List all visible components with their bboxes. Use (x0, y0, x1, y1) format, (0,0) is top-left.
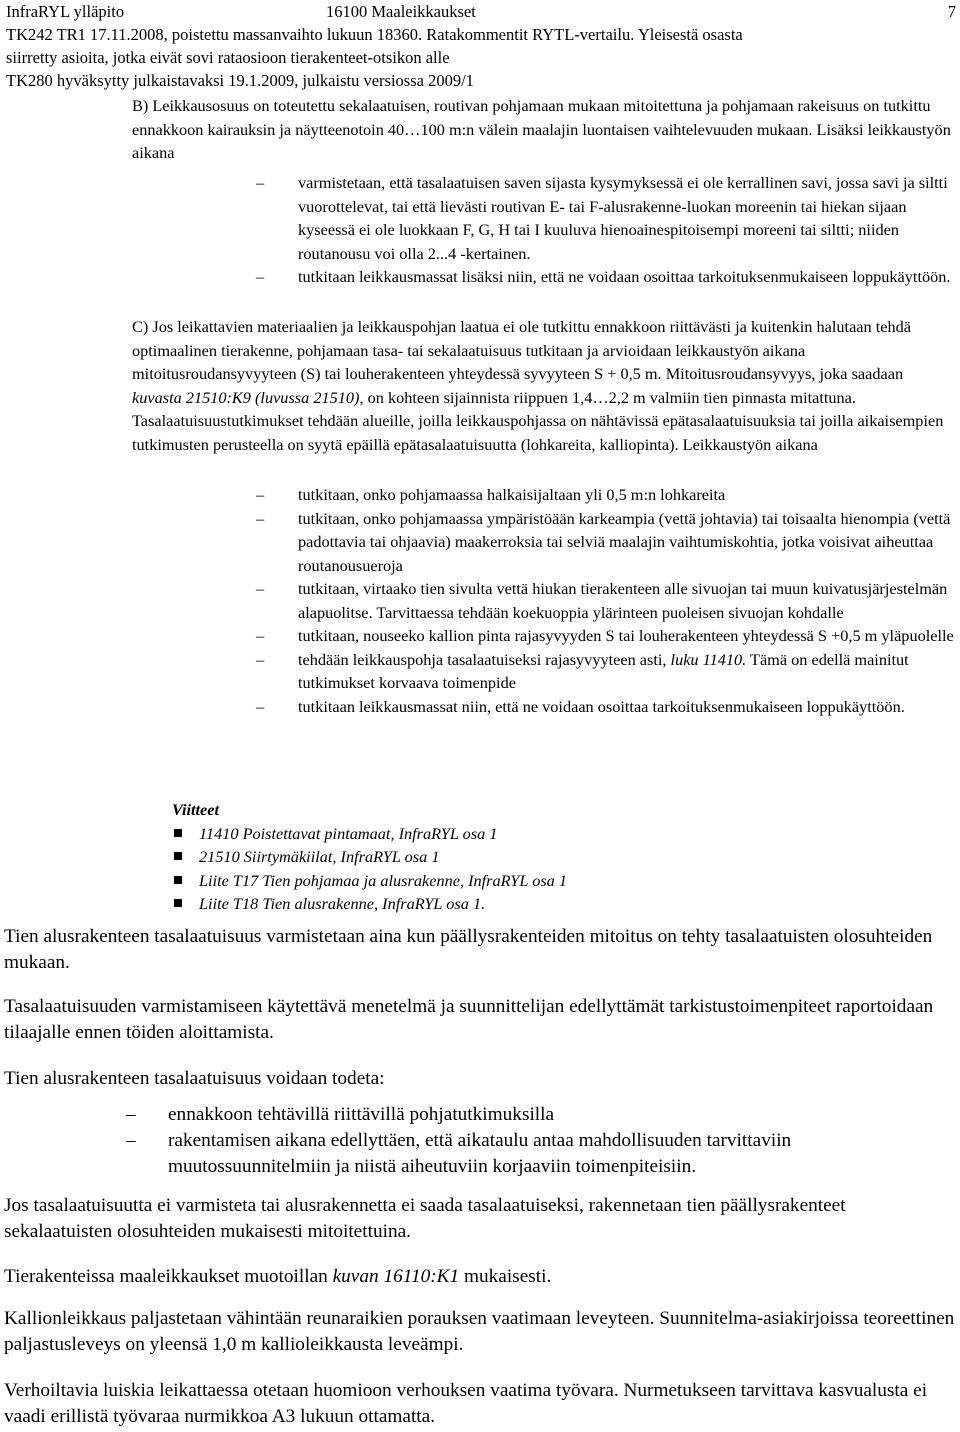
list-item: – ennakkoon tehtävillä riittävillä pohjatutkimuksilla (126, 1102, 958, 1128)
list-item: – tehdään leikkauspohja tasalaatuiseksi rajasyvyyteen asti, luku 11410. Tämä on edellä mainitut tutkimukset korvaava toimenpide (256, 649, 909, 692)
reference-item: 11410 Poistettavat pintamaat, InfraRYL osa 1 (172, 822, 567, 846)
list-item: – tutkitaan, virtaako tien sivulta vettä hiukan tierakenteen alle sivuojan tai muun kuivatusjärjestelmän alapuolitse. Tarvittaessa tehdään koekuoppia ylärinteen puoleisen sivuojan kohdalle (256, 579, 948, 622)
body-paragraph-6: Kallionleikkaus paljastetaan vähintään reunaraikien porauksen vaatimaan leveyteen. Suunnitelma-asiakirjoissa teoreettinen paljastusleveys on yleensä 1,0 m kallioleikkausta leveämpi. (4, 1308, 955, 1355)
list-item: – tutkitaan, nouseeko kallion pinta rajasyvyyden S tai louherakenteen yhteydessä S +0,5 m yläpuolelle (256, 624, 956, 648)
dash-bullet: – (256, 508, 265, 528)
body-paragraph-5: Tierakenteissa maaleikkaukset muotoillan kuvan 16110:K1 mukaisesti. (4, 1266, 552, 1287)
header-section-title: 16100 Maaleikkaukset (326, 2, 476, 21)
reference-item: Liite T18 Tien alusrakenne, InfraRYL osa 1. (172, 892, 567, 916)
dash-bullet: – (256, 579, 265, 598)
square-bullet-icon (174, 876, 182, 884)
list-item: – tutkitaan, onko pohjamaassa halkaisijaltaan yli 0,5 m:n lohkareita (256, 483, 956, 507)
list-item: – tutkitaan leikkausmassat lisäksi niin, että ne voidaan osoittaa tarkoituksenmukaiseen loppukäyttöön. (256, 265, 956, 289)
dash-bullet: – (256, 173, 265, 192)
dash-bullet: – (126, 1130, 136, 1151)
page-header (6, 0, 956, 92)
header-doc-title: InfraRYL ylläpito (6, 2, 125, 21)
list-item: – varmistetaan, että tasalaatuisen saven sijasta kysymyksessä ei ole kerrallinen savi, jossa savi ja siltti vuorottelevat, tai että lievästi routivan E- tai F-alusrakenne-luokan moreenin tai hiekan sijaan kyseessä ei ole luokkaan F, G, H tai I kuuluva hienoainespitoisempi moreeni tai siltti; niiden routanousu voi olla 2...4 -kertainen. (256, 173, 948, 263)
square-bullet-icon (174, 852, 182, 860)
figure-reference: kuvan 16110:K1 (332, 1266, 460, 1287)
body-list (126, 1102, 958, 1180)
list-item: – rakentamisen aikana edellyttäen, että aikataulu antaa mahdollisuuden tarvittaviin muutossuunnitelmiin ja niistä aiheutuviin korjaaviin toimenpiteisiin. (126, 1130, 792, 1177)
header-revision-line-2: siirretty asioita, jotka eivät sovi rataosioon tierakenteet-otsikon alle (6, 48, 450, 67)
body-paragraph-7: Verhoiltavia luiskia leikattaessa otetaan huomioon verhouksen vaatima työvara. Nurmetukseen tarvittava kasvualusta ei vaadi erillistä työvaraa nurmikkoa A3 lukuun ottamatta. (4, 1380, 928, 1427)
body-paragraph-4: Jos tasalaatuisuutta ei varmisteta tai alusrakennetta ei saada tasalaatuiseksi, rakennetaan tien päällysrakenteet sekalaatuisten olosuhteiden mukaisesti mitoitettuina. (4, 1195, 846, 1242)
reference-item: Liite T17 Tien pohjamaa ja alusrakenne, InfraRYL osa 1 (172, 869, 567, 893)
list-item: – tutkitaan, onko pohjamaassa ympäristöään karkeampia (vettä johtavia) tai toisaalta hienompia (vettä padottavia tai ohjaavia) maakerroksia tai selviä maalajin vaihtumiskohtia, jotka voisivat aiheuttaa routanousueroja (256, 508, 951, 575)
references-heading: Viitteet (172, 800, 220, 819)
dash-bullet: – (256, 267, 265, 286)
dash-bullet: – (256, 696, 265, 716)
reference-item: 21510 Siirtymäkiilat, InfraRYL osa 1 (172, 845, 567, 869)
section-b-list (256, 171, 956, 289)
chapter-reference: luku 11410. (670, 649, 747, 669)
section-c-paragraph: C) Jos leikattavien materiaalien ja leikkauspohjan laatua ei ole tutkittu ennakkoon riittävästi ja kuitenkin halutaan tehdä optimaalinen tierakenne, pohjamaan tasa- tai sekalaatuisuus tutkitaan ja arvioidaan leikkaustyön aikana mitoitusroudansyvyyteen (S) tai louherakenteen yhteydessä syvyyteen S + 0,5 m. Mitoitusroudansyvyys, joka saadaan kuvasta 21510:K9 (luvussa 21510), on kohteen sijainnista riippuen 1,4…2,2 m valmiin tien pinnasta mitattuna. Tasalaatuisuustutkimukset tehdään alueille, joilla leikkauspohjassa on nähtävissä epätasalaatuisuuksia tai joilla aikaisempien tutkimusten perusteella on syytä epäillä epätasalaatuisuutta (lohkareita, kalliopinta). Leikkaustyön aikana (132, 317, 944, 454)
dash-bullet: – (126, 1104, 136, 1125)
header-revision-line-3: TK280 hyväksytty julkaistavaksi 19.1.2009, julkaistu versiossa 2009/1 (6, 71, 474, 90)
section-b-paragraph: B) Leikkausosuus on toteutettu sekalaatuisen, routivan pohjamaan mukaan mitoitettuna ja pohjamaan rakeisuus on tutkittu ennakkoon kairauksin ja näytteenotoin 40…100 m:n välein maalajin luontaisen vaihtelevuuden mukaan. Lisäksi leikkaustyön aikana (132, 96, 951, 162)
section-c-list (256, 483, 956, 718)
dash-bullet: – (256, 649, 265, 669)
dash-bullet: – (256, 485, 265, 504)
references-block (172, 798, 567, 916)
header-revision-line-1: TK242 TR1 17.11.2008, poistettu massanvaihto lukuun 18360. Ratakommentit RYTL-vertailu. Yleisestä osasta (6, 25, 743, 44)
body-paragraph-2: Tasalaatuisuuden varmistamiseen käytettävä menetelmä ja suunnittelijan edellyttämät tarkistustoimenpiteet raportoidaan tilaajalle ennen töiden aloittamista. (4, 996, 934, 1043)
body-paragraph-3: Tien alusrakenteen tasalaatuisuus voidaan todeta: (4, 1068, 385, 1089)
square-bullet-icon (174, 899, 182, 907)
figure-reference: kuvasta 21510:K9 (luvussa 21510) (132, 387, 360, 407)
dash-bullet: – (256, 626, 265, 645)
page-number: 7 (947, 2, 956, 21)
list-item: – tutkitaan leikkausmassat niin, että ne voidaan osoittaa tarkoituksenmukaiseen loppukäyttöön. (256, 695, 956, 719)
square-bullet-icon (174, 829, 182, 837)
body-paragraph-1: Tien alusrakenteen tasalaatuisuus varmistetaan aina kun päällysrakenteiden mitoitus on tehty tasalaatuisten olosuhteiden mukaan. (4, 926, 933, 973)
